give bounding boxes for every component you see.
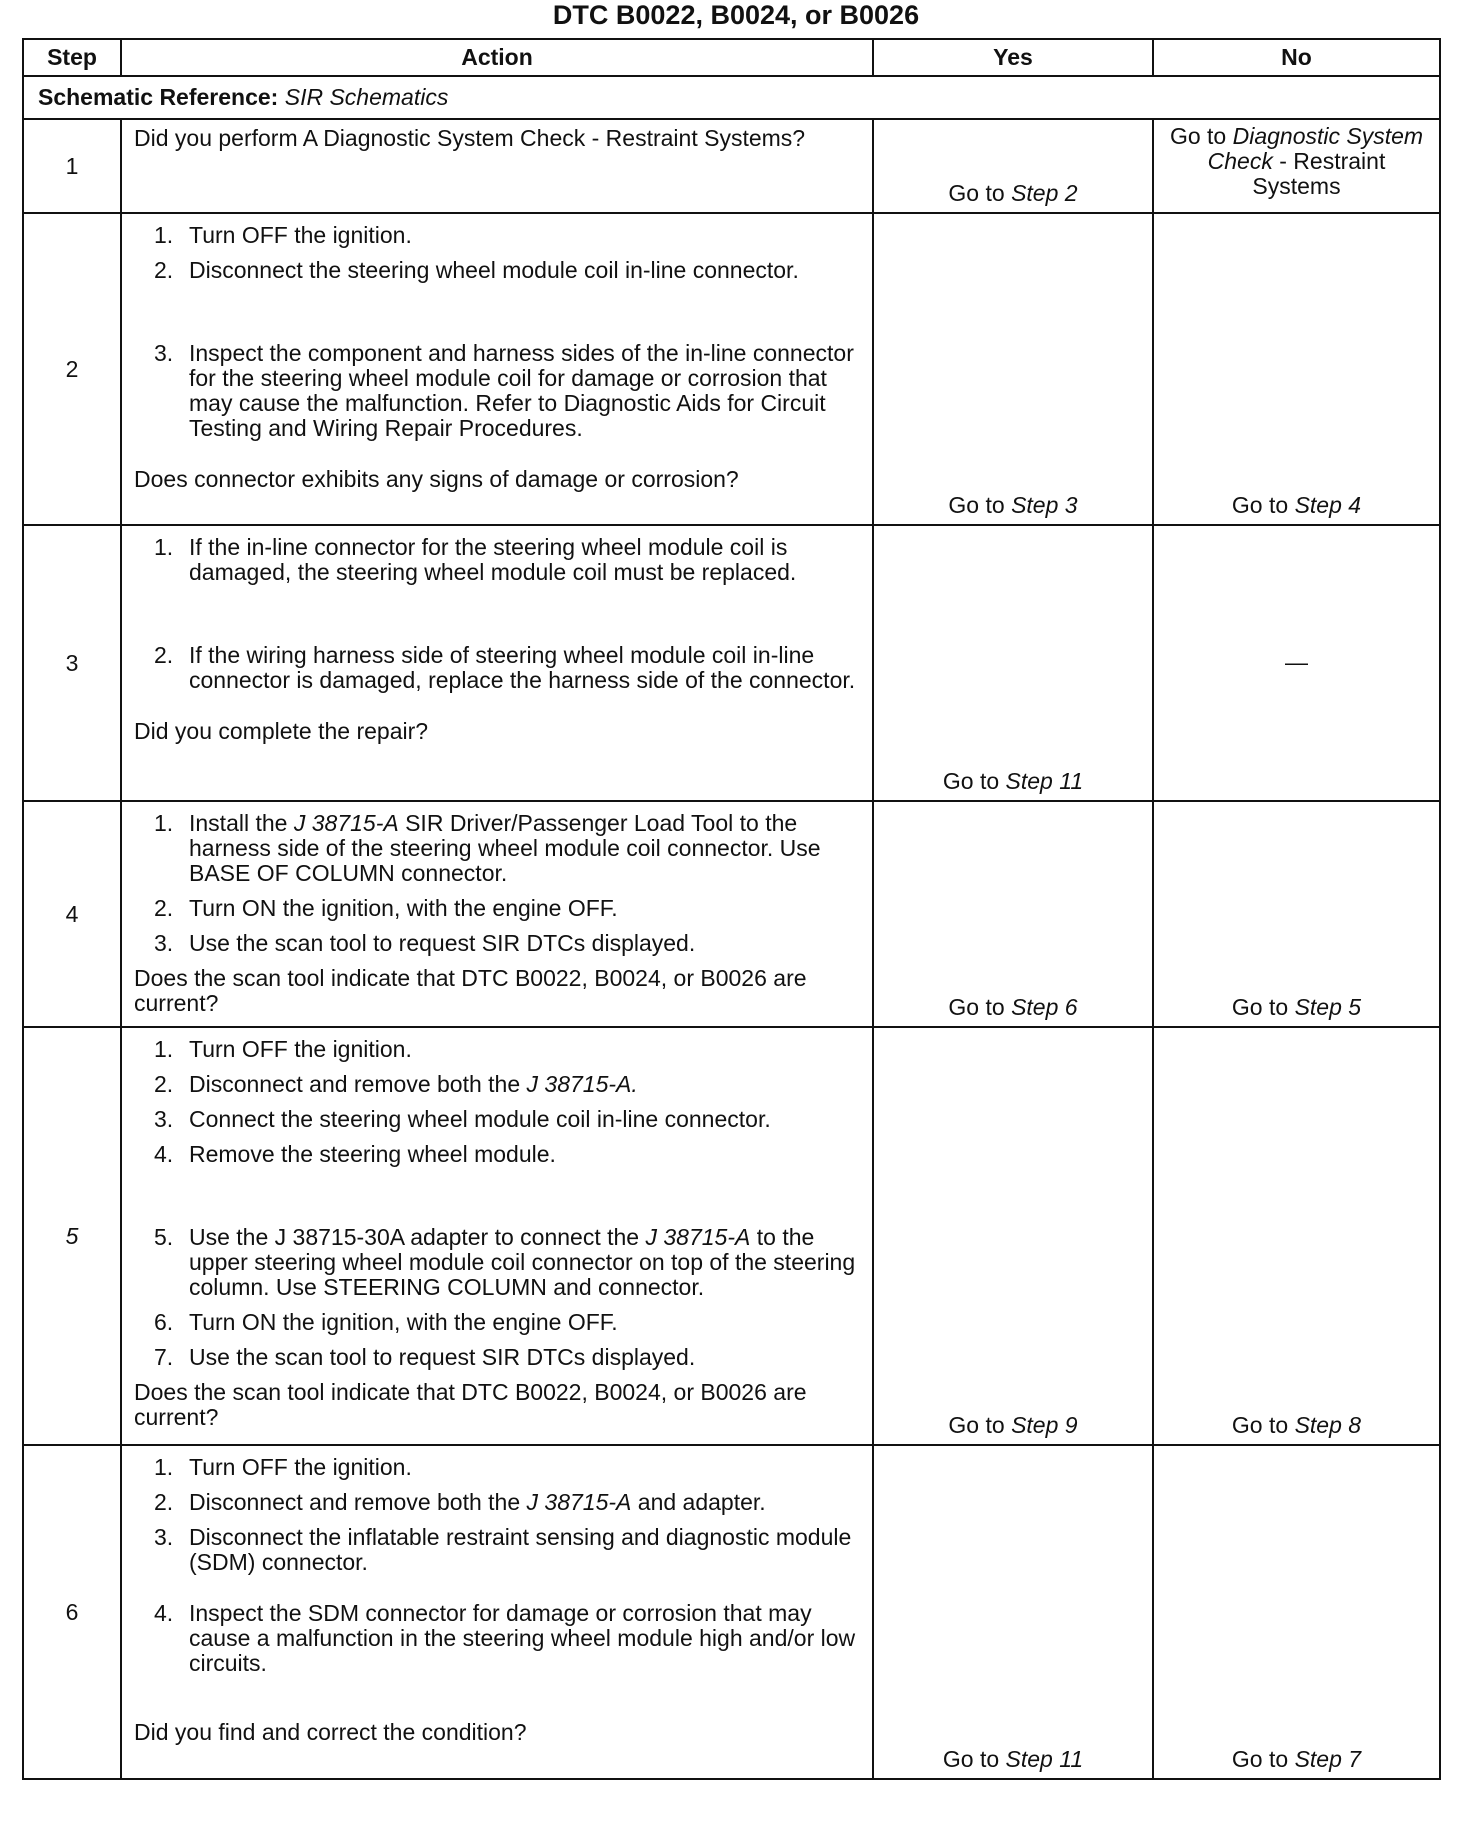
step-list bbox=[134, 535, 866, 693]
list-item: 6. Turn ON the ignition, with the engine OFF. bbox=[154, 1309, 618, 1335]
step-number: 6 bbox=[23, 1445, 121, 1779]
action-cell bbox=[121, 525, 873, 801]
yes-cell: Go to Step 11 bbox=[873, 525, 1153, 801]
table-row bbox=[23, 213, 1440, 525]
go-to-label: Go to bbox=[948, 180, 1005, 206]
go-to-label: Go to bbox=[1169, 123, 1227, 149]
no-cell bbox=[1153, 119, 1440, 213]
question-text: Does the scan tool indicate that DTC B0022, B0024, or B0026 are current? bbox=[134, 1379, 807, 1430]
step-link[interactable]: Step 5 bbox=[1294, 994, 1362, 1020]
step-link[interactable]: Step 6 bbox=[1011, 994, 1078, 1020]
list-item: 3. Inspect the component and harness sides of the in-line connector for the steering wheel module coil for damage or corrosion that may cause the malfunction. Refer to Diagnostic Aids for Circuit Testing and Wiring Repair Procedures. bbox=[154, 340, 854, 441]
page-title: DTC B0022, B0024, or B0026 bbox=[552, 0, 920, 30]
action-cell bbox=[121, 1445, 873, 1779]
no-cell: Go to Step 5 bbox=[1153, 801, 1440, 1027]
empty-dash: — bbox=[1285, 648, 1308, 675]
list-item: 3. Connect the steering wheel module coil in-line connector. bbox=[154, 1106, 771, 1132]
yes-cell: Go to Step 9 bbox=[873, 1027, 1153, 1445]
list-item: 2. Disconnect the steering wheel module coil in-line connector. bbox=[154, 257, 799, 283]
header-no: No bbox=[1153, 39, 1440, 76]
list-item: 2. Disconnect and remove both the J 38715-A and adapter. bbox=[154, 1489, 766, 1515]
list-item: 1. Turn OFF the ignition. bbox=[154, 1454, 412, 1480]
tool-name: J 38715-A bbox=[526, 1489, 632, 1515]
link-suffix: - Restraint Systems bbox=[1252, 148, 1386, 199]
step-list bbox=[134, 1455, 866, 1676]
tool-name: J 38715-A bbox=[645, 1224, 751, 1250]
action-cell bbox=[121, 1027, 873, 1445]
step-link[interactable]: Step 11 bbox=[1005, 768, 1084, 794]
step-number: 4 bbox=[23, 801, 121, 1027]
schematic-row bbox=[23, 76, 1440, 119]
yes-cell: Go to Step 3 bbox=[873, 213, 1153, 525]
question-text: Did you find and correct the condition? bbox=[134, 1719, 527, 1745]
yes-cell: Go to Step 11 bbox=[873, 1445, 1153, 1779]
list-item: 2. Disconnect and remove both the J 38715-A. bbox=[154, 1071, 638, 1097]
question-text: Does the scan tool indicate that DTC B0022, B0024, or B0026 are current? bbox=[134, 965, 807, 1016]
schematic-reference bbox=[23, 76, 1440, 119]
tool-name: J 38715-A bbox=[293, 810, 399, 836]
list-item: 3. Disconnect the inflatable restraint sensing and diagnostic module (SDM) connector. bbox=[154, 1524, 852, 1575]
step-link[interactable]: Step 2 bbox=[1011, 180, 1078, 206]
step-list bbox=[134, 1037, 866, 1370]
question-text: Does connector exhibits any signs of damage or corrosion? bbox=[134, 466, 739, 492]
tool-name: J 38715-A. bbox=[526, 1071, 638, 1097]
step-number: 2 bbox=[23, 213, 121, 525]
no-cell: Go to Step 8 bbox=[1153, 1027, 1440, 1445]
list-item: 7. Use the scan tool to request SIR DTCs displayed. bbox=[154, 1344, 696, 1370]
dtc-table bbox=[22, 38, 1441, 1780]
step-link[interactable]: Step 9 bbox=[1011, 1412, 1078, 1438]
question-text: Did you perform A Diagnostic System Check - Restraint Systems? bbox=[134, 125, 806, 151]
no-cell bbox=[1153, 525, 1440, 801]
step-list bbox=[134, 811, 866, 956]
list-item: 3. Use the scan tool to request SIR DTCs displayed. bbox=[154, 930, 696, 956]
list-item: 1. Turn OFF the ignition. bbox=[154, 1036, 412, 1062]
schematic-link[interactable]: SIR Schematics bbox=[284, 84, 449, 110]
step-link[interactable]: Step 7 bbox=[1294, 1746, 1362, 1772]
action-cell bbox=[121, 213, 873, 525]
action-cell bbox=[121, 119, 873, 213]
list-item: 5. Use the J 38715-30A adapter to connect the J 38715-A to the upper steering wheel module coil connector on top of the steering column. Use STEERING COLUMN and connector. bbox=[154, 1224, 856, 1300]
header-yes: Yes bbox=[873, 39, 1153, 76]
no-cell: Go to Step 4 bbox=[1153, 213, 1440, 525]
step-list bbox=[134, 223, 866, 441]
step-number: 5 bbox=[23, 1027, 121, 1445]
list-item: 1. Turn OFF the ignition. bbox=[154, 222, 412, 248]
step-link[interactable]: Step 3 bbox=[1011, 492, 1078, 518]
no-cell: Go to Step 7 bbox=[1153, 1445, 1440, 1779]
table-row bbox=[23, 119, 1440, 213]
diagnostic-link[interactable]: Diagnostic System Check bbox=[1207, 123, 1424, 174]
step-link[interactable]: Step 4 bbox=[1294, 492, 1362, 518]
header-step: Step bbox=[23, 39, 121, 76]
table-row bbox=[23, 1027, 1440, 1445]
step-number: 3 bbox=[23, 525, 121, 801]
table-row bbox=[23, 525, 1440, 801]
header-row bbox=[23, 39, 1440, 76]
schematic-label: Schematic Reference: bbox=[38, 84, 279, 110]
step-link[interactable]: Step 11 bbox=[1005, 1746, 1084, 1772]
list-item: 1. If the in-line connector for the steering wheel module coil is damaged, the steering wheel module coil must be replaced. bbox=[154, 534, 797, 585]
list-item: 2. Turn ON the ignition, with the engine OFF. bbox=[154, 895, 618, 921]
list-item: 4. Inspect the SDM connector for damage or corrosion that may cause a malfunction in the steering wheel module high and/or low circuits. bbox=[154, 1600, 856, 1676]
step-number: 1 bbox=[23, 119, 121, 213]
table-row bbox=[23, 1445, 1440, 1779]
header-action: Action bbox=[121, 39, 873, 76]
question-text: Did you complete the repair? bbox=[134, 718, 429, 744]
action-cell bbox=[121, 801, 873, 1027]
yes-cell bbox=[873, 119, 1153, 213]
step-link[interactable]: Step 8 bbox=[1294, 1412, 1362, 1438]
list-item: 2. If the wiring harness side of steering wheel module coil in-line connector is damaged, replace the harness side of the connector. bbox=[154, 642, 856, 693]
list-item: 1. Install the J 38715-A SIR Driver/Passenger Load Tool to the harness side of the steering wheel module coil connector. Use BASE OF COLUMN connector. bbox=[154, 810, 821, 886]
list-item: 4. Remove the steering wheel module. bbox=[154, 1141, 556, 1167]
yes-cell: Go to Step 6 bbox=[873, 801, 1153, 1027]
table-row bbox=[23, 801, 1440, 1027]
